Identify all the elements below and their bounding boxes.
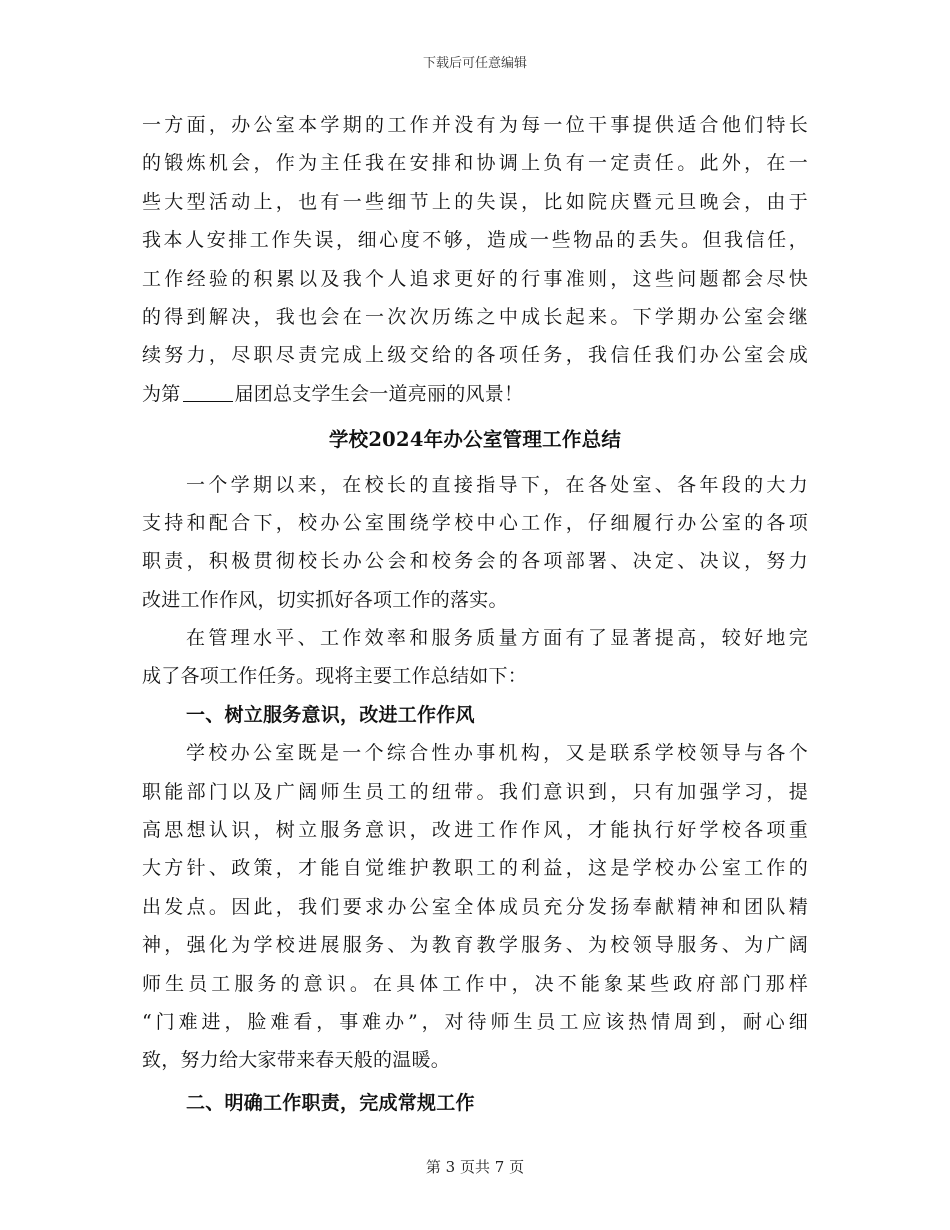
text-line: 神，强化为学校进展服务、为教育教学服务、为校领导服务、为广阔 <box>142 934 808 957</box>
paragraph-overview <box>142 466 808 620</box>
text-line <box>142 375 808 413</box>
text-line: 职责，积极贯彻校长办公会和校务会的各项部署、决定、决议，努力 <box>142 550 808 573</box>
page-header: 下载后可任意编辑 <box>422 56 527 71</box>
text-line: “门难进，脸难看，事难办”，对待师生员工应该热情周到，耐心细 <box>142 1010 808 1033</box>
text-line: 职能部门以及广阔师生员工的纽带。我们意识到，只有加强学习，提 <box>142 780 808 803</box>
text-line: 改进工作作风，切实抓好各项工作的落实。 <box>142 588 508 611</box>
text-line: 学校办公室既是一个综合性办事机构，又是联系学校领导与各个 <box>186 742 808 765</box>
paragraph-intro <box>142 106 808 413</box>
document-title: 学校2024年办公室管理工作总结 <box>328 428 622 452</box>
text-line: 成了各项工作任务。现将主要工作总结如下： <box>142 665 528 688</box>
text-line: 大方针、政策，才能自觉维护教职工的利益，这是学校办公室工作的 <box>142 857 808 880</box>
text-line: 在管理水平、工作效率和服务质量方面有了显著提高，较好地完 <box>186 627 808 650</box>
text-line: 出发点。因此，我们要求办公室全体成员充分发扬奉献精神和团队精 <box>142 895 808 918</box>
text-line: 一个学期以来，在校长的直接指导下，在各处室、各年段的大力 <box>186 473 808 496</box>
text-line: 些大型活动上，也有一些细节上的失误，比如院庆暨元旦晚会，由于 <box>142 190 808 213</box>
paragraph-summary <box>142 619 808 696</box>
text-line: 续努力，尽职尽责完成上级交给的各项任务，我信任我们办公室会成 <box>142 344 808 367</box>
text-fragment: 为第 <box>142 382 181 405</box>
paragraph-service <box>142 734 808 1080</box>
text-line: 的得到解决，我也会在一次次历练之中成长起来。下学期办公室会继 <box>142 305 808 328</box>
fill-in-blank <box>183 381 233 402</box>
section-heading: 二、明确工作职责，完成常规工作 <box>186 1091 475 1114</box>
text-line: 致，努力给大家带来春天般的温暖。 <box>142 1049 451 1072</box>
page-footer: 第 3 页共 7 页 <box>425 1158 525 1176</box>
text-fragment: 届团总支学生会一道亮丽的风景！ <box>234 382 524 405</box>
text-line: 师生员工服务的意识。在具体工作中，决不能象某些政府部门那样 <box>142 972 808 995</box>
text-line: 我本人安排工作失误，细心度不够，造成一些物品的丢失。但我信任， <box>142 229 808 252</box>
text-line: 支持和配合下，校办公室围绕学校中心工作，仔细履行办公室的各项 <box>142 511 808 534</box>
text-line: 一方面，办公室本学期的工作并没有为每一位干事提供适合他们特长 <box>142 114 808 136</box>
text-line: 高思想认识，树立服务意识，改进工作作风，才能执行好学校各项重 <box>142 819 808 842</box>
section-heading: 一、树立服务意识，改进工作作风 <box>186 703 475 726</box>
document-body <box>142 106 808 1122</box>
text-line: 工作经验的积累以及我个人追求更好的行事准则，这些问题都会尽快 <box>142 267 808 290</box>
text-line: 的锻炼机会，作为主任我在安排和协调上负有一定责任。此外，在一 <box>142 152 808 175</box>
